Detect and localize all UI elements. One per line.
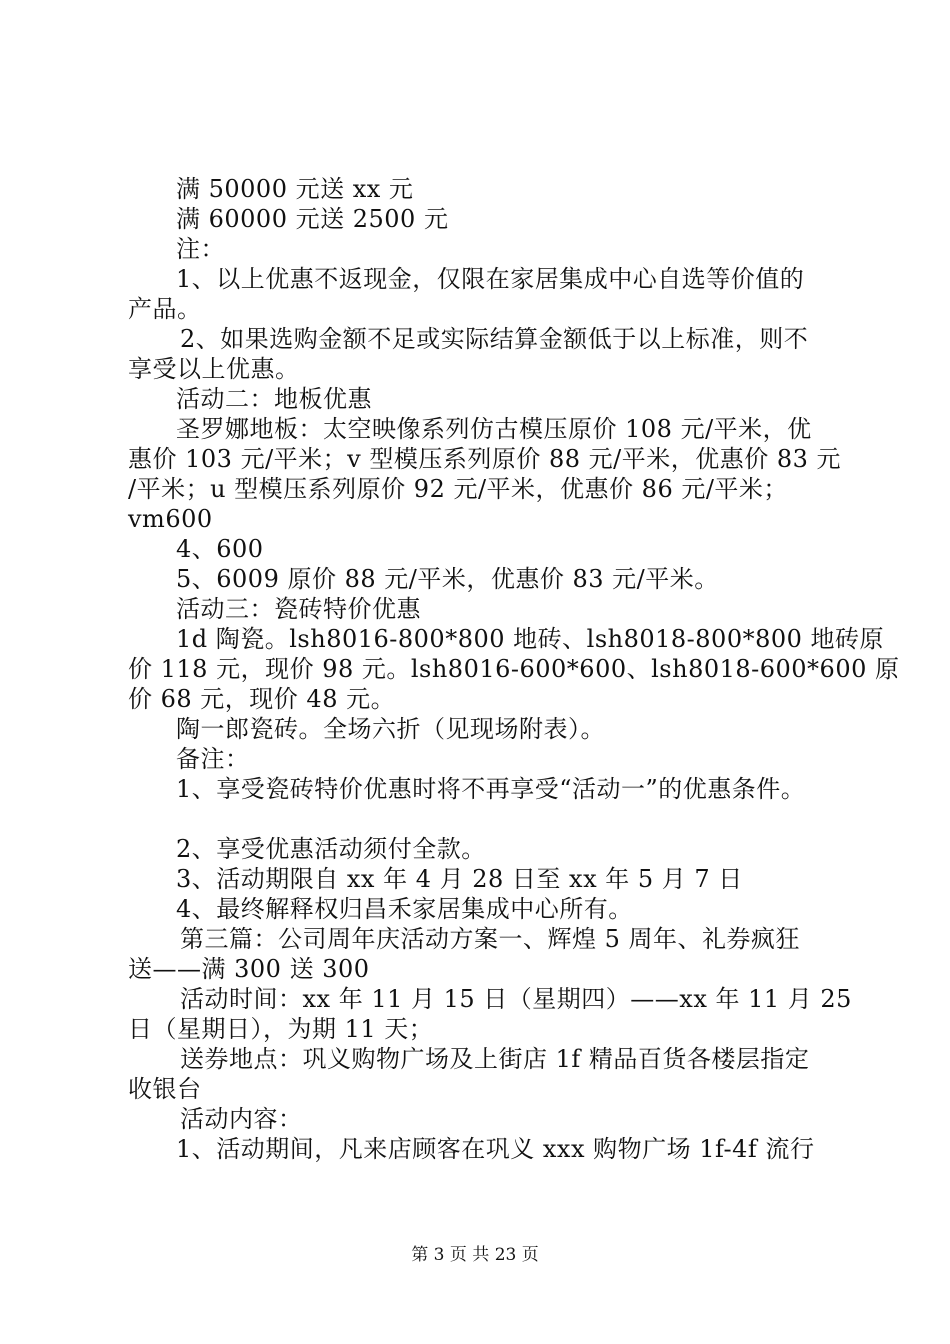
text-line: 3、活动期限自 xx 年 4 月 28 日至 xx 年 5 月 7 日 bbox=[176, 865, 743, 893]
text-line: 活动内容： bbox=[180, 1105, 303, 1133]
blank-line bbox=[128, 804, 848, 834]
text-line: 陶一郎瓷砖。全场六折（见现场附表）。 bbox=[176, 715, 605, 743]
text-line: 价 68 元，现价 48 元。 bbox=[128, 685, 396, 713]
page-footer: 第 3 页 共 23 页 bbox=[411, 1245, 539, 1265]
text-line: 圣罗娜地板：太空映像系列仿古模压原价 108 元/平米，优 bbox=[176, 415, 812, 443]
text-line: 日（星期日），为期 11 天； bbox=[128, 1015, 434, 1043]
text-line: 送券地点：巩义购物广场及上街店 1f 精品百货各楼层指定 bbox=[180, 1045, 810, 1073]
text-line: 1、以上优惠不返现金，仅限在家居集成中心自选等价值的 bbox=[176, 265, 805, 293]
text-line: 4、600 bbox=[176, 535, 264, 563]
text-line: 送——满 300 送 300 bbox=[128, 955, 370, 983]
text-line: 1、活动期间，凡来店顾客在巩义 xxx 购物广场 1f-4f 流行 bbox=[176, 1135, 815, 1163]
text-line: 产品。 bbox=[128, 295, 202, 323]
text-line: 5、6009 原价 88 元/平米，优惠价 83 元/平米。 bbox=[176, 565, 719, 593]
text-line: 第三篇：公司周年庆活动方案一、辉煌 5 周年、礼券疯狂 bbox=[180, 925, 801, 953]
text-line: /平米；u 型模压系列原价 92 元/平米，优惠价 86 元/平米； bbox=[128, 475, 788, 503]
text-line: 价 118 元，现价 98 元。lsh8016-600*600、lsh8018-600*600 原 bbox=[128, 655, 900, 683]
text-line: 注： bbox=[176, 235, 225, 263]
text-line: 收银台 bbox=[128, 1075, 202, 1103]
text-line: 享受以上优惠。 bbox=[128, 355, 300, 383]
text-line: 1、享受瓷砖特价优惠时将不再享受“活动一”的优惠条件。 bbox=[176, 775, 806, 803]
text-line: vm600 bbox=[128, 505, 213, 533]
text-line: 2、如果选购金额不足或实际结算金额低于以上标准，则不 bbox=[180, 325, 809, 353]
text-line: 活动二：地板优惠 bbox=[176, 385, 372, 413]
document-body bbox=[128, 174, 900, 1164]
text-line: 活动时间：xx 年 11 月 15 日（星期四）——xx 年 11 月 25 bbox=[180, 985, 852, 1013]
text-line: 满 60000 元送 2500 元 bbox=[176, 205, 449, 233]
text-line: 备注： bbox=[176, 745, 250, 773]
text-line: 2、享受优惠活动须付全款。 bbox=[176, 835, 486, 863]
text-line: 1d 陶瓷。lsh8016-800*800 地砖、lsh8018-800*800 地砖原 bbox=[176, 625, 885, 653]
text-line: 4、最终解释权归昌禾家居集成中心所有。 bbox=[176, 895, 633, 923]
text-line: 满 50000 元送 xx 元 bbox=[176, 175, 414, 203]
text-line: 活动三：瓷砖特价优惠 bbox=[176, 595, 421, 623]
text-line: 惠价 103 元/平米；v 型模压系列原价 88 元/平米，优惠价 83 元 bbox=[128, 445, 842, 473]
